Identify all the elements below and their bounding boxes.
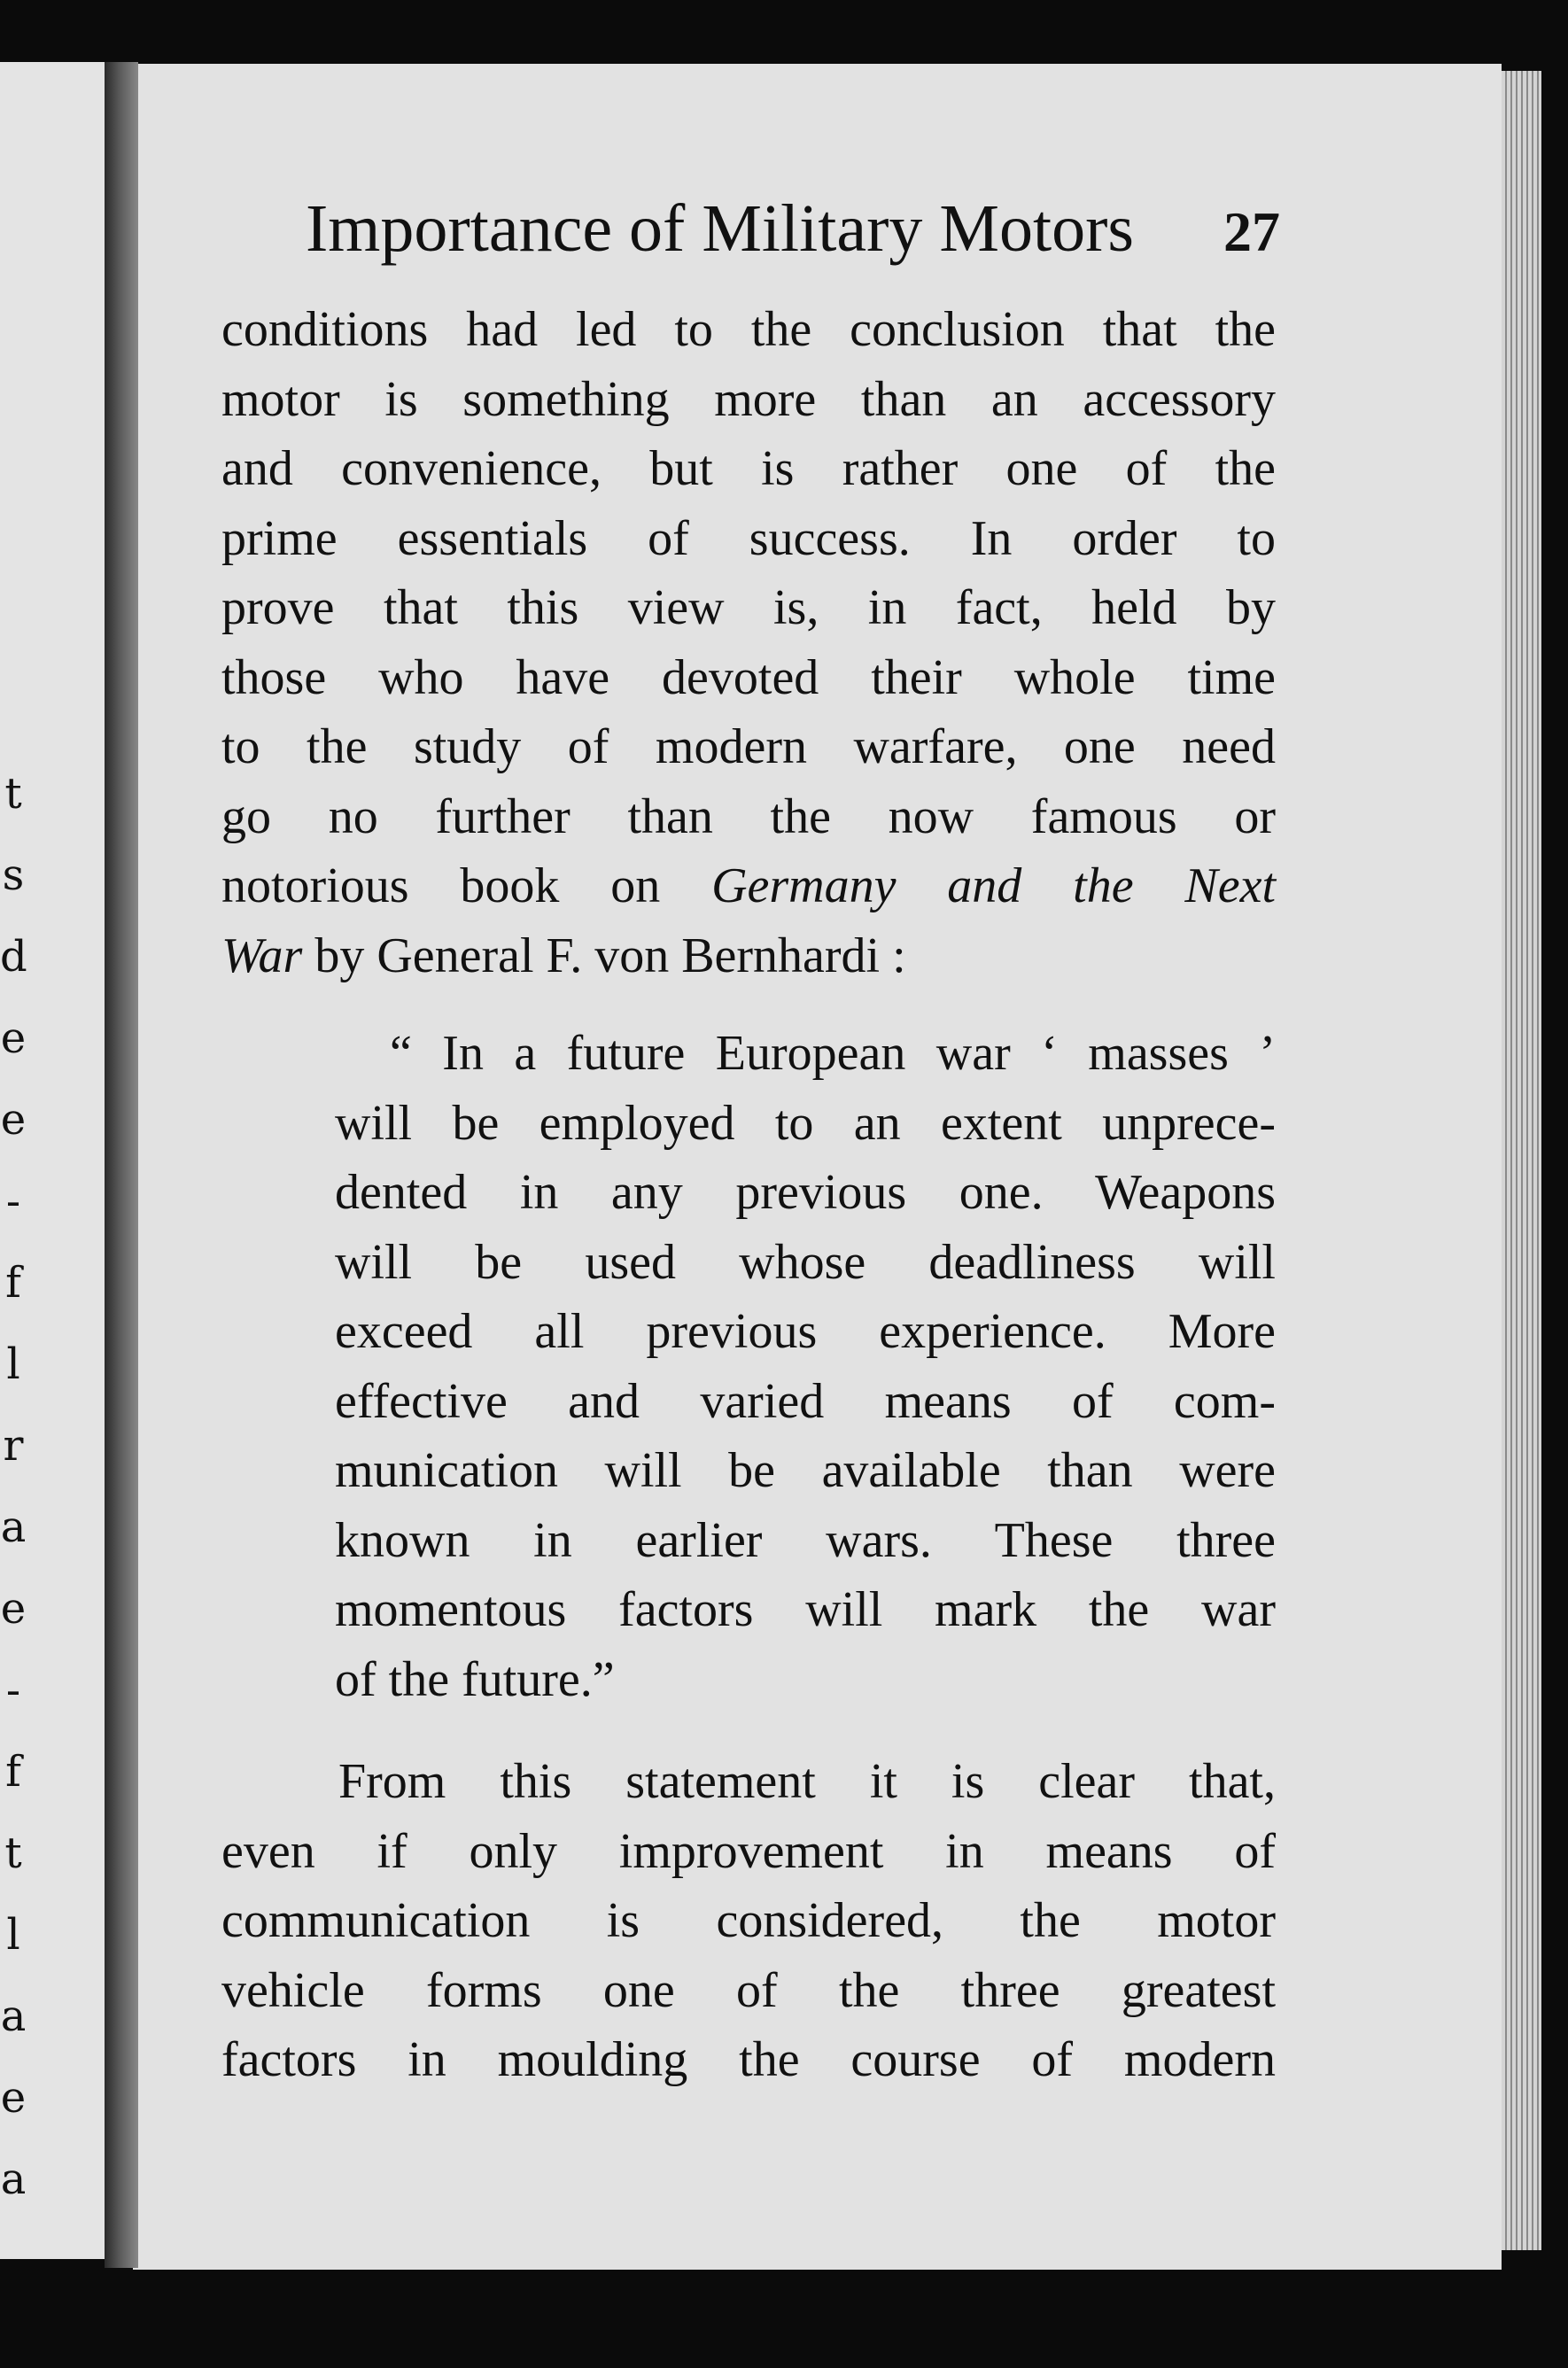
- book-gutter: [105, 62, 138, 2268]
- text-line: factors in moulding the course of modern: [221, 2032, 1276, 2087]
- paragraph-1: [221, 295, 1276, 990]
- fragment: t: [4, 1828, 22, 1878]
- fragment: a: [0, 1502, 27, 1552]
- paragraph-3: [221, 1747, 1276, 2095]
- text-line: those who have devoted their whole time: [221, 649, 1276, 705]
- text-line: prove that this view is, in fact, held by: [221, 580, 1276, 635]
- facing-page-fragments: [0, 753, 27, 2220]
- facing-page: [0, 62, 111, 2259]
- fragment: e: [0, 1013, 27, 1063]
- text-line: even if only improvement in means of: [221, 1823, 1276, 1879]
- text-line: to the study of modern warfare, one need: [221, 719, 1276, 774]
- page-edges: [1502, 71, 1541, 2250]
- quote-line: of the future.”: [335, 1651, 615, 1707]
- book-title-end: War: [221, 928, 303, 983]
- quote-line: will be employed to an extent unprece-: [335, 1095, 1276, 1151]
- text-line: go no further than the now famous or: [221, 788, 1276, 844]
- quote-line: munication will be available than were: [335, 1443, 1276, 1498]
- quote-line: exceed all previous experience. More: [335, 1304, 1276, 1359]
- running-head: [306, 190, 1280, 288]
- running-head-title: Importance of Military Motors: [306, 191, 1135, 266]
- text-line: conditions had led to the conclusion that the: [221, 302, 1276, 357]
- fragment: e: [0, 1584, 27, 1634]
- text-line: From this statement it is clear that,: [338, 1754, 1276, 1809]
- quote-line: effective and varied means of com-: [335, 1373, 1276, 1429]
- text-line: motor is something more than an accessory: [221, 371, 1276, 427]
- fragment: -: [5, 1176, 21, 1226]
- text-line: [221, 851, 1276, 921]
- page-number: 27: [1223, 200, 1280, 263]
- quote-line: will be used whose deadliness will: [335, 1234, 1276, 1290]
- fragment: a: [0, 2154, 27, 2204]
- quote-line: dented in any previous one. Weapons: [335, 1165, 1276, 1220]
- text-line: prime essentials of success. In order to: [221, 510, 1276, 566]
- fragment: s: [2, 850, 25, 900]
- text-line: communication is considered, the motor: [221, 1893, 1276, 1948]
- book-title: Germany and the Next: [711, 858, 1277, 913]
- fragment: t: [4, 769, 22, 819]
- fragment: l: [6, 1910, 20, 1960]
- fragment: e: [0, 2073, 27, 2123]
- text-segment: notorious book on: [221, 858, 712, 913]
- fragment: f: [5, 1747, 21, 1797]
- text-segment: by General F. von Bernhardi :: [302, 928, 906, 983]
- text-line: [221, 921, 1276, 991]
- quote-line: “ In a future European war ‘ masses ’: [390, 1026, 1276, 1081]
- text-line: vehicle forms one of the three greatest: [221, 1962, 1276, 2018]
- fragment: l: [6, 1339, 20, 1389]
- quote-line: momentous factors will mark the war: [335, 1582, 1276, 1637]
- fragment: e: [0, 1095, 27, 1145]
- quote-line: known in earlier wars. These three: [335, 1512, 1276, 1568]
- fragment: -: [5, 1665, 21, 1715]
- fragment: f: [5, 1258, 21, 1308]
- fragment: d: [0, 932, 27, 982]
- text-line: and convenience, but is rather one of the: [221, 441, 1276, 496]
- fragment: a: [0, 1991, 27, 2041]
- block-quotation: [335, 1019, 1276, 1714]
- fragment: r: [3, 1421, 24, 1471]
